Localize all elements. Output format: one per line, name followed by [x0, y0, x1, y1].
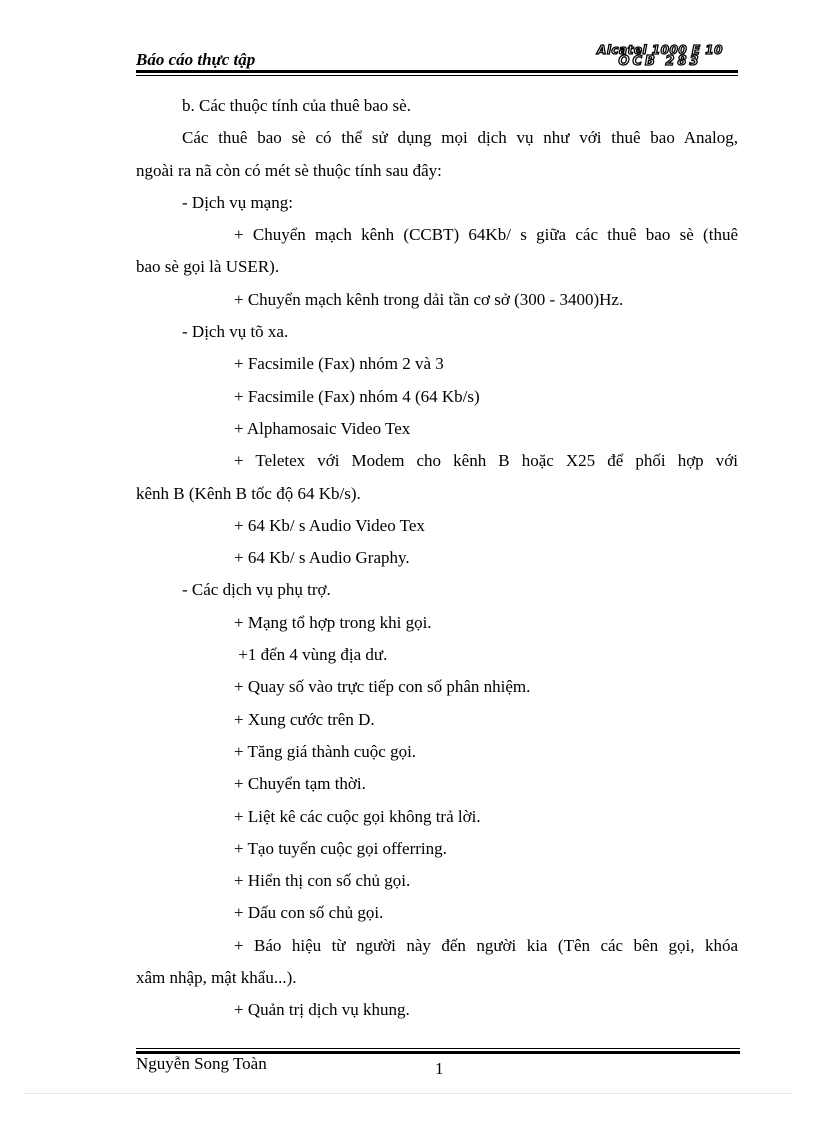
list-heading: - Dịch vụ mạng: — [182, 192, 293, 212]
list-item: + Chuyển mạch kênh (CCBT) 64Kb/ s giữa các thuê bao sè (thuê — [234, 225, 738, 245]
list-item: + Chuyển mạch kênh trong dải tần cơ sở (300 - 3400)Hz. — [234, 289, 624, 309]
list-item: + Tăng giá thành cuộc gọi. — [234, 741, 417, 761]
list-item: + Quay số vào trực tiếp con số phân nhiệm. — [234, 677, 531, 697]
header-title: Báo cáo thực tập — [136, 50, 256, 69]
list-item: + 64 Kb/ s Audio Graphy. — [234, 548, 410, 568]
list-item: + Dấu con số chủ gọi. — [234, 903, 384, 923]
list-item: + Facsimile (Fax) nhóm 4 (64 Kb/s) — [234, 386, 480, 406]
page-number: 1 — [435, 1059, 444, 1078]
paragraph-line: ngoài ra nã còn có mét sè thuộc tính sau đây: — [136, 160, 442, 180]
alcatel-logo — [582, 44, 738, 68]
logo-line-1: Alcatel 1000 E 10 — [597, 43, 723, 57]
page-bottom-divider — [25, 1093, 791, 1094]
list-item-continuation: xâm nhập, mật khẩu...). — [136, 968, 297, 988]
list-item: + Báo hiệu từ người này đến người kia (Tên các bên gọi, khóa — [234, 935, 738, 955]
list-item: + Liệt kê các cuộc gọi không trả lời. — [234, 806, 481, 826]
paragraph-line: Các thuê bao sè có thể sử dụng mọi dịch vụ như với thuê bao Analog, — [182, 128, 738, 148]
list-item: + Hiển thị con số chủ gọi. — [234, 871, 411, 891]
list-item: +1 đến 4 vùng địa dư. — [234, 645, 388, 665]
footer-author: Nguyễn Song Toàn — [136, 1054, 267, 1073]
list-item: + Xung cước trên D. — [234, 709, 375, 729]
list-item-continuation: kênh B (Kênh B tốc độ 64 Kb/s). — [136, 483, 361, 503]
logo-line-2: OCB 283 — [618, 54, 702, 69]
section-heading: b. Các thuộc tính của thuê bao sè. — [182, 96, 411, 115]
list-item: + Tạo tuyến cuộc gọi offerring. — [234, 838, 447, 858]
list-item: + Chuyển tạm thời. — [234, 774, 366, 794]
list-item: + 64 Kb/ s Audio Video Tex — [234, 515, 425, 535]
list-heading: - Các dịch vụ phụ trợ. — [182, 580, 331, 600]
document-body — [136, 90, 738, 1027]
list-heading: - Dịch vụ tõ xa. — [182, 322, 289, 342]
list-item: + Facsimile (Fax) nhóm 2 và 3 — [234, 354, 444, 374]
header-rule — [136, 70, 738, 76]
list-item-continuation: bao sè gọi là USER). — [136, 257, 280, 277]
list-item: + Teletex với Modem cho kênh B hoặc X25 để phối hợp với — [234, 451, 738, 471]
list-item: + Alphamosaic Video Tex — [234, 418, 411, 438]
list-item: + Mạng tổ hợp trong khi gọi. — [234, 612, 432, 632]
list-item: + Quản trị dịch vụ khung. — [234, 1000, 410, 1020]
